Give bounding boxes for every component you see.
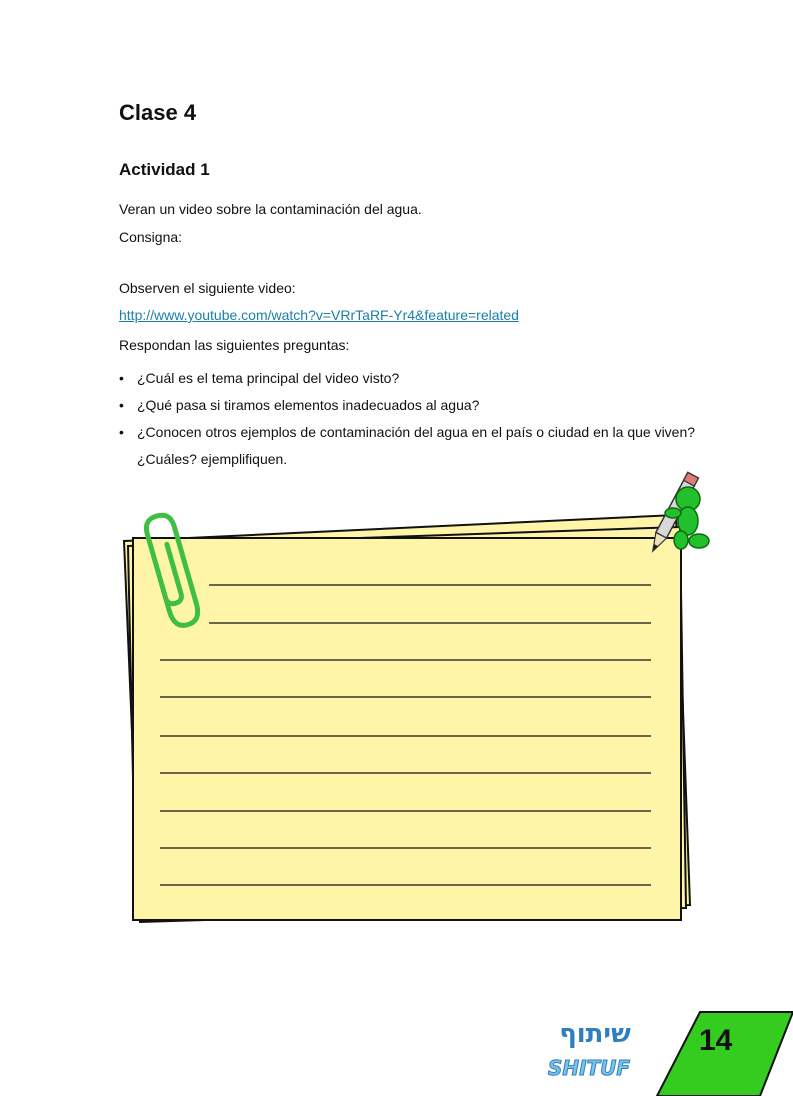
question-text: ¿Qué pasa si tiramos elementos inadecuados al agua? [137,397,480,413]
logo-latin: SHITUF [547,1056,631,1080]
intro-text: Veran un video sobre la contaminación del agua. [119,201,422,217]
bullet: • [119,397,124,413]
consigna-label: Consigna: [119,229,183,245]
page-title: Clase 4 [119,100,197,125]
notepad-front-sheet [133,538,681,920]
activity-title: Actividad 1 [119,160,210,179]
instruction-text: Observen el siguiente video: [119,280,296,296]
video-link[interactable]: http://www.youtube.com/watch?v=VRrTaRF-Yr4&feature=related [119,307,519,323]
question-text: ¿Conocen otros ejemplos de contaminación del agua en el país o ciudad en la que viven? ¿Cuáles? ejemplifiquen. [137,424,696,467]
bullet: • [119,370,124,386]
question-text: ¿Cuál es el tema principal del video visto? [137,370,400,386]
logo-hebrew: שיתוף [559,1019,631,1049]
questions-intro: Respondan las siguientes preguntas: [119,337,350,353]
shituf-logo [545,1012,645,1082]
bullet: • [119,424,124,440]
page-number: 14 [699,1024,733,1057]
